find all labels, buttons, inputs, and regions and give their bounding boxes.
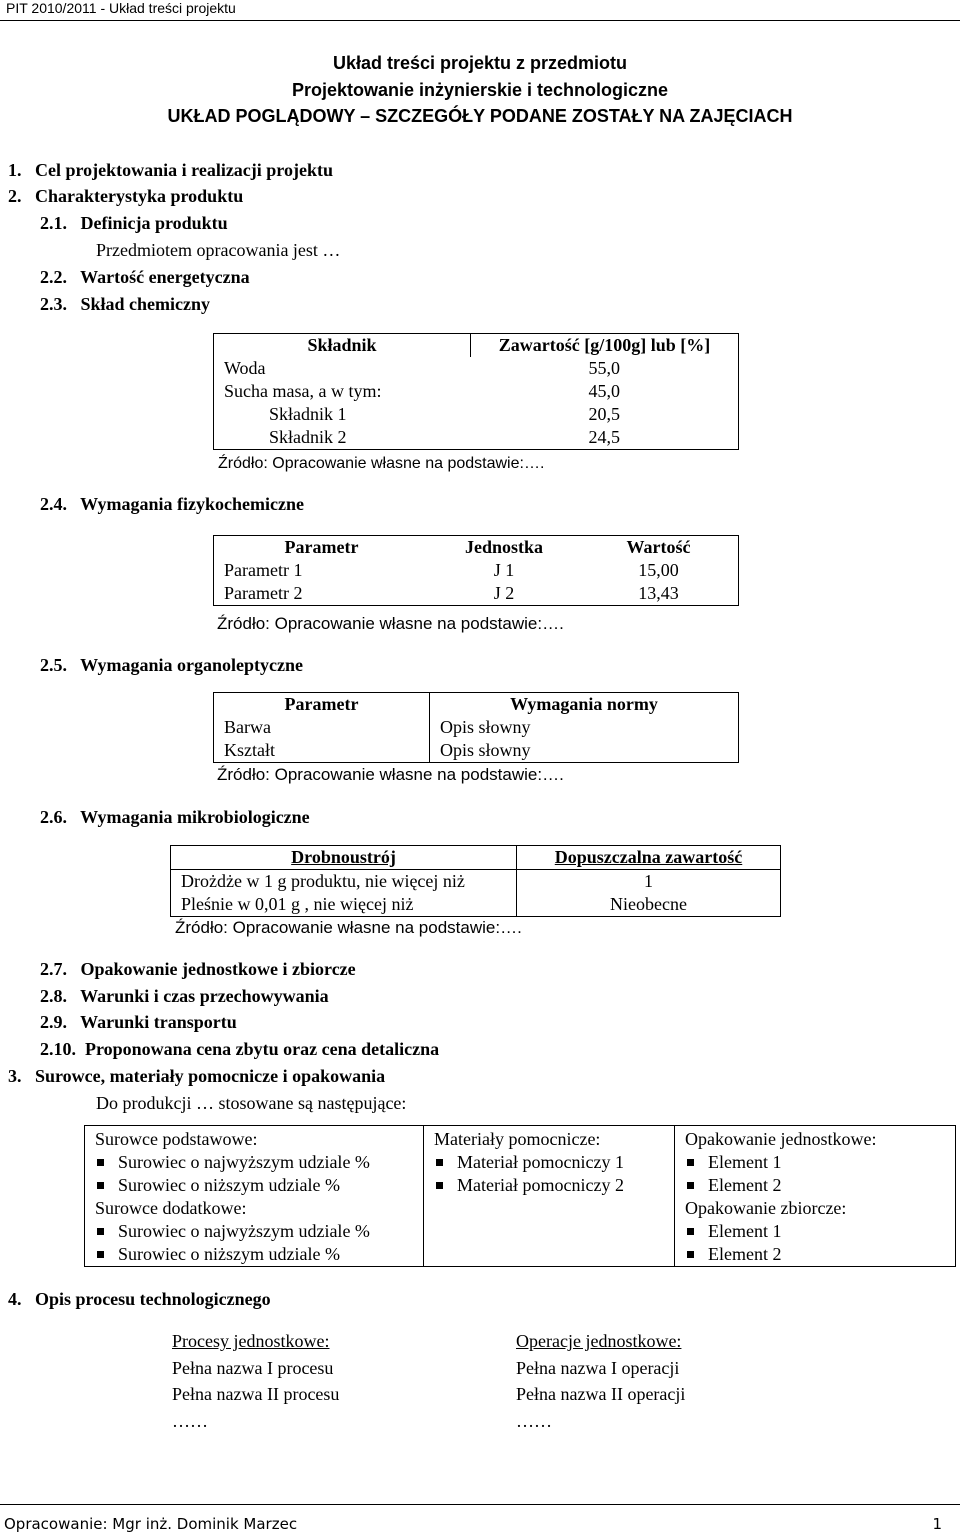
table-cell: Składnik 1: [269, 404, 347, 424]
section-2-5-heading: 2.5. Wymagania organoleptyczne: [40, 655, 303, 675]
table-header: Parametr: [284, 537, 359, 557]
materials-col-auxiliary: [424, 1126, 675, 1267]
table-header: Wymagania normy: [430, 693, 739, 717]
organoleptic-table: [213, 692, 739, 763]
table-cell: 1: [517, 870, 781, 894]
table-cell: Sucha masa, a w tym:: [224, 381, 382, 401]
table-cell: Opis słowny: [430, 739, 739, 763]
unit-operations-heading: Operacje jednostkowe:: [516, 1331, 682, 1351]
list-item: Materiał pomocniczy 2: [434, 1174, 674, 1197]
header-rule: [0, 20, 960, 21]
list-item: Surowiec o najwyższym udziale %: [95, 1220, 423, 1243]
bullet-square-icon: [687, 1228, 694, 1235]
table-cell: Opis słowny: [430, 716, 739, 739]
table-header: Jednostka: [464, 537, 544, 557]
table-cell: Parametr 1: [224, 560, 303, 580]
table-cell: Drożdże w 1 g produktu, nie więcej niż: [181, 871, 465, 891]
running-header: PIT 2010/2011 - Układ treści projektu: [6, 0, 236, 16]
section-2-3-heading: 2.3. Skład chemiczny: [40, 294, 211, 314]
bullet-square-icon: [97, 1251, 104, 1258]
bullet-square-icon: [687, 1251, 694, 1258]
section-2-8-heading: 2.8. Warunki i czas przechowywania: [40, 986, 329, 1006]
list-item: ……: [172, 1410, 208, 1431]
phys-table-source: Źródło: Opracowanie własne na podstawie:….: [217, 614, 564, 633]
auxiliary-materials-heading: Materiały pomocnicze:: [434, 1129, 601, 1149]
section-2-1-text: Przedmiotem opracowania jest …: [96, 240, 341, 260]
bullet-square-icon: [97, 1182, 104, 1189]
micro-table-source: Źródło: Opracowanie własne na podstawie:….: [175, 918, 522, 937]
list-item: Pełna nazwa II procesu: [172, 1384, 340, 1404]
list-item: Surowiec o niższym udziale %: [95, 1243, 423, 1266]
table-cell: 13,43: [638, 583, 679, 603]
table-cell: J 2: [493, 583, 515, 603]
footer-rule: [0, 1504, 960, 1505]
materials-col-raw: [85, 1126, 424, 1267]
doc-title-line-2: Projektowanie inżynierskie i technologiczne: [291, 80, 669, 100]
raw-materials-additional-heading: Surowce dodatkowe:: [95, 1198, 247, 1218]
table-cell: Składnik 2: [269, 427, 347, 447]
bullet-square-icon: [436, 1182, 443, 1189]
table-cell: 20,5: [588, 404, 620, 424]
microbiological-table: [170, 845, 781, 917]
table-header: Drobnoustrój: [171, 846, 517, 870]
list-item: ……: [516, 1410, 552, 1431]
section-2-7-heading: 2.7. Opakowanie jednostkowe i zbiorcze: [40, 959, 356, 979]
list-item: Element 1: [685, 1151, 955, 1174]
unit-operations-list: [516, 1328, 685, 1434]
section-3-heading: 3. Surowce, materiały pomocnicze i opakowania: [8, 1066, 386, 1086]
table-header: Dopuszczalna zawartość: [517, 846, 781, 870]
table-header: Wartość: [626, 537, 691, 557]
list-item: Element 1: [685, 1220, 955, 1243]
bulk-packaging-heading: Opakowanie zbiorcze:: [685, 1198, 847, 1218]
bullet-square-icon: [687, 1159, 694, 1166]
footer-author: Opracowanie: Mgr inż. Dominik Marzec: [4, 1515, 298, 1533]
doc-title-line-1: Układ treści projektu z przedmiotu: [332, 53, 628, 73]
list-item: Surowiec o najwyższym udziale %: [95, 1151, 423, 1174]
table-cell: 55,0: [588, 358, 620, 378]
materials-col-packaging: [675, 1126, 956, 1267]
table-cell: Woda: [224, 358, 266, 378]
section-2-6-heading: 2.6. Wymagania mikrobiologiczne: [40, 807, 310, 827]
table-cell: Barwa: [224, 717, 271, 737]
section-2-1-heading: 2.1. Definicja produktu: [40, 213, 228, 233]
unit-processes-list: [172, 1328, 339, 1434]
section-4-heading: 4. Opis procesu technologicznego: [8, 1289, 271, 1309]
chemical-composition-table: [213, 333, 739, 450]
section-1-heading: 1. Cel projektowania i realizacji projektu: [8, 160, 333, 180]
unit-packaging-heading: Opakowanie jednostkowe:: [685, 1129, 877, 1149]
doc-title-line-3: UKŁAD POGLĄDOWY – SZCZEGÓŁY PODANE ZOSTAŁY NA ZAJĘCIACH: [167, 106, 793, 126]
list-item: Materiał pomocniczy 1: [434, 1151, 674, 1174]
section-3-text: Do produkcji … stosowane są następujące:: [96, 1093, 407, 1113]
chem-table-source: Źródło: Opracowanie własne na podstawie:….: [218, 455, 545, 472]
table-header: Zawartość [g/100g] lub [%]: [471, 334, 739, 358]
table-cell: Kształt: [224, 740, 275, 760]
bullet-square-icon: [436, 1159, 443, 1166]
list-item: Pełna nazwa I operacji: [516, 1357, 680, 1378]
bullet-square-icon: [97, 1159, 104, 1166]
list-item: Surowiec o niższym udziale %: [95, 1174, 423, 1197]
list-item: Pełna nazwa II operacji: [516, 1384, 686, 1404]
list-item: Element 2: [685, 1174, 955, 1197]
table-cell: 45,0: [588, 381, 620, 401]
table-cell: 24,5: [588, 427, 620, 447]
materials-table: [84, 1125, 956, 1267]
bullet-square-icon: [687, 1182, 694, 1189]
unit-processes-heading: Procesy jednostkowe:: [172, 1331, 330, 1351]
table-cell: J 1: [493, 560, 515, 580]
org-table-source: Źródło: Opracowanie własne na podstawie:….: [217, 765, 564, 784]
table-header: Składnik: [307, 335, 377, 355]
bullet-square-icon: [97, 1228, 104, 1235]
table-cell: Nieobecne: [517, 893, 781, 917]
section-2-4-heading: 2.4. Wymagania fizykochemiczne: [40, 494, 304, 514]
page-number: 1: [932, 1515, 942, 1533]
list-item: Element 2: [685, 1243, 955, 1266]
raw-materials-basic-heading: Surowce podstawowe:: [95, 1129, 258, 1149]
table-cell: Pleśnie w 0,01 g , nie więcej niż: [181, 894, 414, 914]
section-2-9-heading: 2.9. Warunki transportu: [40, 1012, 237, 1032]
table-cell: 15,00: [638, 560, 679, 580]
physicochemical-table: [213, 535, 739, 606]
section-2-heading: 2. Charakterystyka produktu: [8, 186, 244, 206]
section-2-2-heading: 2.2. Wartość energetyczna: [40, 267, 250, 287]
section-2-10-heading: 2.10. Proponowana cena zbytu oraz cena detaliczna: [40, 1039, 440, 1059]
list-item: Pełna nazwa I procesu: [172, 1357, 334, 1378]
table-header: Parametr: [284, 694, 359, 714]
table-cell: Parametr 2: [224, 583, 303, 603]
